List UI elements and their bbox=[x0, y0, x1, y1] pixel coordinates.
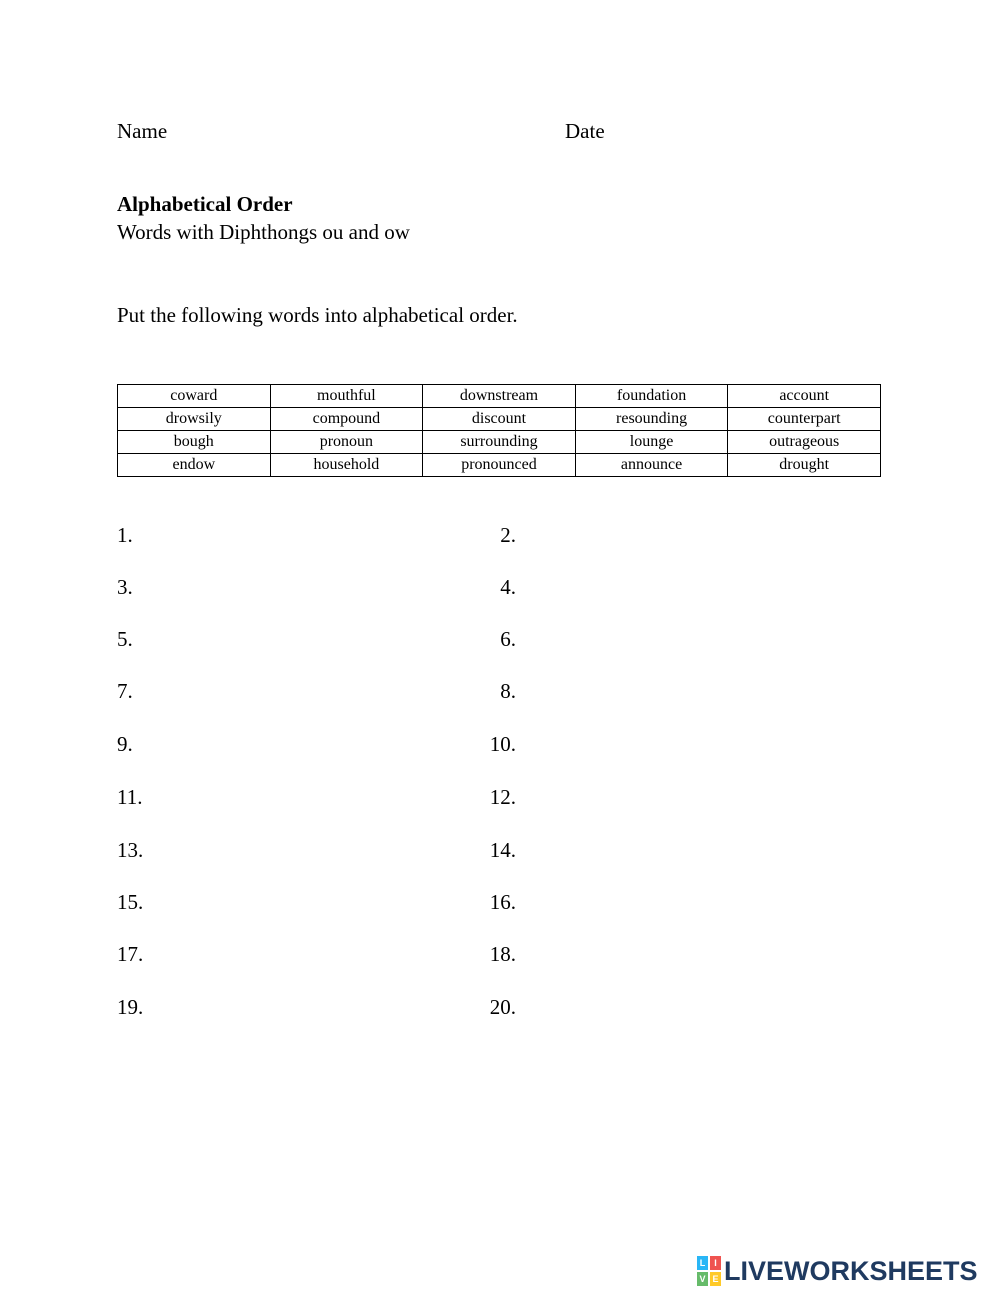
answer-number: 1. bbox=[117, 523, 133, 547]
answer-number: 18. bbox=[489, 942, 516, 966]
word-cell: account bbox=[728, 385, 881, 408]
answer-number: 15. bbox=[117, 890, 144, 914]
word-cell: mouthful bbox=[270, 385, 423, 408]
word-cell: drought bbox=[728, 454, 881, 477]
word-cell: pronounced bbox=[423, 454, 576, 477]
answer-number: 7. bbox=[117, 679, 133, 703]
liveworksheets-logo bbox=[697, 1256, 978, 1286]
word-cell: coward bbox=[118, 385, 271, 408]
word-cell: household bbox=[270, 454, 423, 477]
answer-number: 11. bbox=[117, 785, 143, 809]
table-row bbox=[118, 431, 881, 454]
answer-number: 16. bbox=[489, 890, 516, 914]
answer-number: 5. bbox=[117, 627, 133, 651]
answer-number: 4. bbox=[500, 575, 516, 599]
date-label: Date bbox=[565, 119, 605, 143]
answer-number: 14. bbox=[489, 838, 516, 862]
word-cell: compound bbox=[270, 408, 423, 431]
word-cell: lounge bbox=[575, 431, 728, 454]
answer-number: 6. bbox=[500, 627, 516, 651]
logo-block: V bbox=[697, 1272, 708, 1286]
instructions: Put the following words into alphabetical order. bbox=[117, 303, 518, 327]
word-cell: resounding bbox=[575, 408, 728, 431]
word-cell: counterpart bbox=[728, 408, 881, 431]
table-row bbox=[118, 454, 881, 477]
answer-number: 20. bbox=[489, 995, 516, 1019]
word-cell: bough bbox=[118, 431, 271, 454]
name-label: Name bbox=[117, 119, 168, 143]
word-cell: pronoun bbox=[270, 431, 423, 454]
answer-number: 2. bbox=[500, 523, 516, 547]
worksheet-title: Alphabetical Order bbox=[117, 192, 293, 216]
answer-number: 19. bbox=[117, 995, 144, 1019]
word-cell: discount bbox=[423, 408, 576, 431]
word-cell: foundation bbox=[575, 385, 728, 408]
logo-block: L bbox=[697, 1256, 708, 1270]
answer-number: 12. bbox=[489, 785, 516, 809]
word-table bbox=[117, 384, 881, 477]
answer-number: 3. bbox=[117, 575, 133, 599]
word-cell: outrageous bbox=[728, 431, 881, 454]
logo-block: E bbox=[710, 1272, 721, 1286]
answer-number: 13. bbox=[117, 838, 144, 862]
word-cell: downstream bbox=[423, 385, 576, 408]
word-cell: endow bbox=[118, 454, 271, 477]
word-cell: drowsily bbox=[118, 408, 271, 431]
table-row bbox=[118, 408, 881, 431]
word-cell: announce bbox=[575, 454, 728, 477]
logo-text: LIVEWORKSHEETS bbox=[724, 1255, 978, 1286]
answer-number: 17. bbox=[117, 942, 144, 966]
logo-block: I bbox=[710, 1256, 721, 1270]
answer-number: 10. bbox=[489, 732, 516, 756]
answer-number: 9. bbox=[117, 732, 133, 756]
logo-blocks-icon bbox=[697, 1256, 721, 1286]
word-cell: surrounding bbox=[423, 431, 576, 454]
worksheet-subtitle: Words with Diphthongs ou and ow bbox=[117, 220, 410, 244]
table-row bbox=[118, 385, 881, 408]
answer-number: 8. bbox=[500, 679, 516, 703]
